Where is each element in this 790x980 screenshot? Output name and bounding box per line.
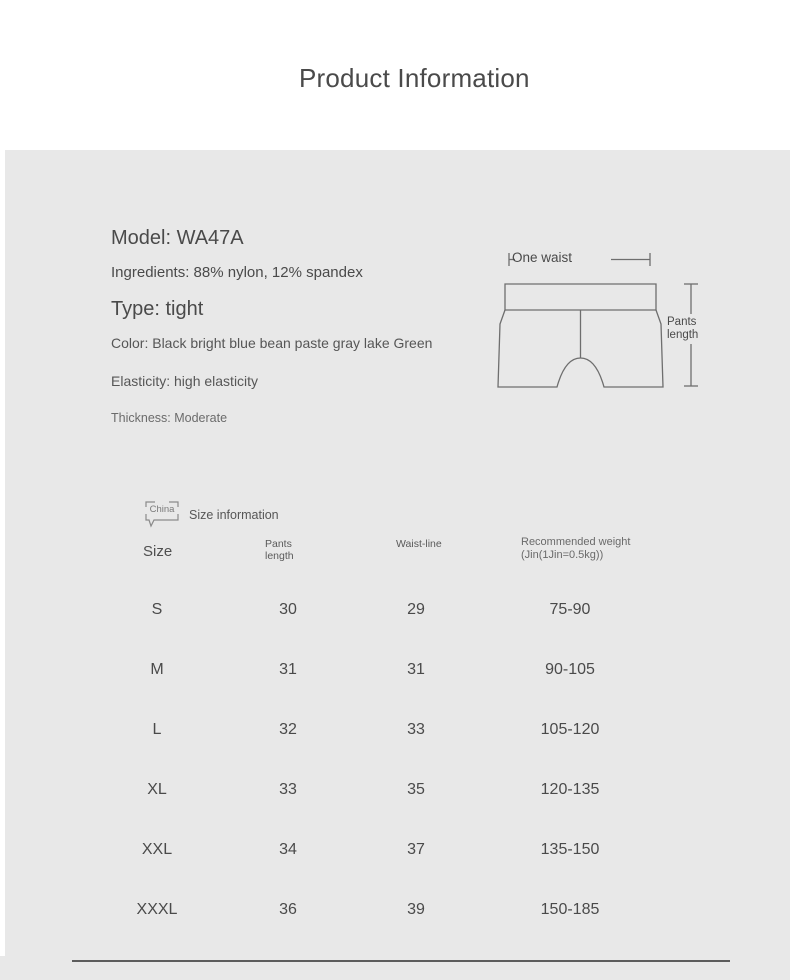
page-header xyxy=(0,0,790,150)
cell-waistline: 35 xyxy=(407,781,425,798)
spec-color: Color: Black bright blue bean paste gray lake Green xyxy=(111,335,433,351)
cell-waistline: 31 xyxy=(407,661,425,678)
table-row xyxy=(111,882,671,942)
cell-size: XXXL xyxy=(136,901,178,918)
spec-model: Model: WA47A xyxy=(111,227,244,249)
cell-size: XL xyxy=(147,781,167,798)
china-region-badge xyxy=(143,500,181,532)
panel-left-gutter xyxy=(0,150,5,956)
table-row xyxy=(111,702,671,762)
spec-type: Type: tight xyxy=(111,298,204,320)
spec-ingredients: Ingredients: 88% nylon, 12% spandex xyxy=(111,264,363,281)
cell-pants-length: 32 xyxy=(279,721,297,738)
cell-size: M xyxy=(150,661,164,678)
table-header-row xyxy=(111,536,671,582)
cell-pants-length: 34 xyxy=(279,841,297,858)
table-row xyxy=(111,642,671,702)
size-chart-table xyxy=(111,536,671,942)
column-header-pants-length: Pants length xyxy=(265,538,294,562)
column-header-recommended-weight: Recommended weight (Jin(1Jin=0.5kg)) xyxy=(521,536,631,561)
cell-weight: 150-185 xyxy=(540,901,600,918)
cell-size: S xyxy=(151,601,163,618)
table-row xyxy=(111,582,671,642)
one-waist-label: One waist xyxy=(512,250,573,265)
cell-weight: 75-90 xyxy=(549,601,591,618)
cell-size: L xyxy=(152,721,162,738)
cell-pants-length: 36 xyxy=(279,901,297,918)
spec-thickness: Thickness: Moderate xyxy=(111,411,228,425)
cell-weight: 105-120 xyxy=(540,721,600,738)
waistband-outline xyxy=(505,284,656,310)
cell-size: XXL xyxy=(141,841,173,858)
spec-elasticity: Elasticity: high elasticity xyxy=(111,373,259,389)
table-row xyxy=(111,822,671,882)
column-header-waistline: Waist-line xyxy=(396,538,442,550)
cell-weight: 135-150 xyxy=(540,841,600,858)
shorts-measurement-diagram xyxy=(495,240,745,400)
cell-waistline: 39 xyxy=(407,901,425,918)
china-badge-label: China xyxy=(149,504,175,515)
pants-length-label: Pants length xyxy=(667,316,699,341)
cell-weight: 120-135 xyxy=(540,781,600,798)
cell-pants-length: 30 xyxy=(279,601,297,618)
column-header-size: Size xyxy=(143,543,173,560)
section-divider xyxy=(72,960,730,962)
cell-pants-length: 33 xyxy=(279,781,297,798)
size-information-label: Size information xyxy=(189,508,279,522)
page-title: Product Information xyxy=(299,63,530,93)
cell-pants-length: 31 xyxy=(279,661,297,678)
cell-waistline: 37 xyxy=(407,841,425,858)
cell-weight: 90-105 xyxy=(545,661,595,678)
product-specifications xyxy=(111,226,471,426)
cell-waistline: 33 xyxy=(407,721,425,738)
table-row xyxy=(111,762,671,822)
cell-waistline: 29 xyxy=(407,601,425,618)
